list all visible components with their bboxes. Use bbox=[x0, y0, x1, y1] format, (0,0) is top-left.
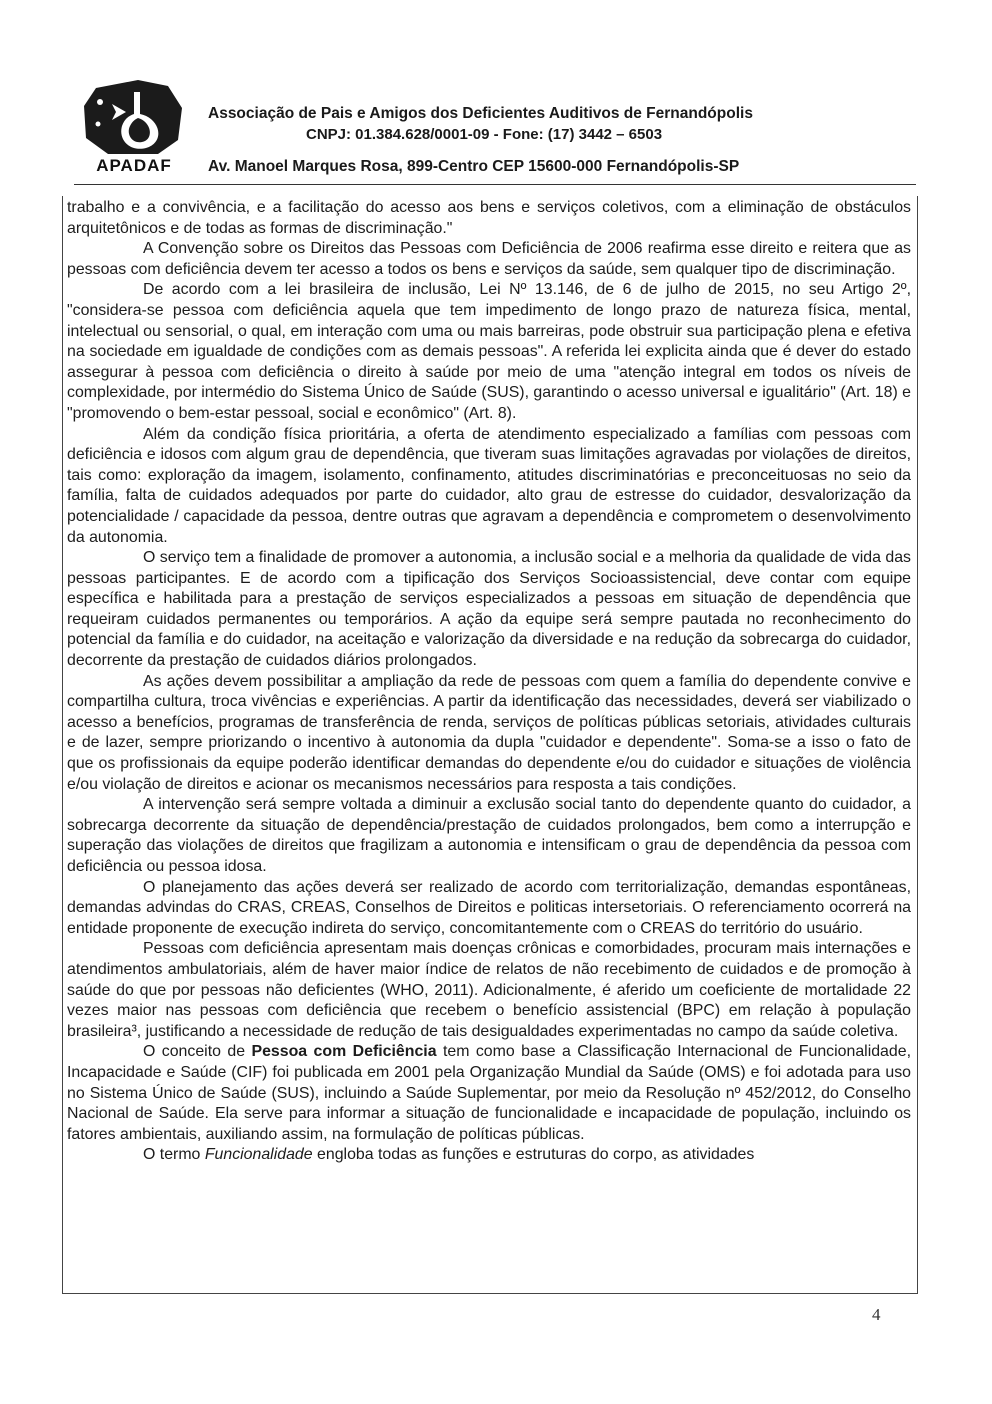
address: Av. Manoel Marques Rosa, 899-Centro CEP 15600-000 Fernandópolis-SP bbox=[208, 158, 740, 175]
paragraph: O serviço tem a finalidade de promover a autonomia, a inclusão social e a melhoria da qualidade de vida das pessoas participantes. E de acordo com a tipificação dos Serviços Socioassistencial, deve contar com equipe específica e habilitada para a prestação de serviços especializados a pessoas em situação de dependência que requeiram cuidados permanentes ou temporários. A ação da equipe será sempre pautada no reconhecimento do potencial da família e do cuidador, na aceitação e valorização da diversidade e na redução da sobrecarga do cuidador, decorrente da prestação de cuidados diários prolongados. bbox=[67, 549, 911, 670]
paragraph: Além da condição física prioritária, a oferta de atendimento especializado a famílias com pessoas com deficiência e idosos com algum grau de dependência, que tiveram suas limitações agravadas por violações de direitos, tais como: exploração da imagem, isolamento, confinamento, atitudes discriminatórias e preconceituosas no seio da família, falta de cuidados adequados por parte do cuidador, alto grau de estresse do cuidador, desvalorização da potencialidade / capacidade da pessoa, dentre outras que agravam a dependência e comprometem o desenvolvimento da autonomia. bbox=[67, 425, 911, 546]
paragraph-term: O termo Funcionalidade engloba todas as funções e estruturas do corpo, as atividades bbox=[143, 1146, 755, 1164]
paragraph: De acordo com a lei brasileira de inclusão, Lei Nº 13.146, de 6 de julho de 2015, no seu Artigo 2º, "considera-se pessoa com deficiência aquela que tem impedimento de longo prazo de natureza física, mental, intelectual ou sensorial, o qual, em interação com uma ou mais barreiras, pode obstruir sua participação plena e efetiva na sociedade em igualdade de condições com as demais pessoas". A referida lei explicita ainda que é dever do estado assegurar à pessoa com deficiência o direito à saúde por meio de uma "atenção integral em todos os níveis de complexidade, por intermédio do Sistema Único de Saúde (SUS), garantindo o acesso universal e igualitário" (Art. 18) e "promovendo o bem-estar pessoal, social e econômico" (Art. 8). bbox=[67, 281, 911, 422]
page-number: 4 bbox=[872, 1305, 881, 1324]
paragraph: As ações devem possibilitar a ampliação da rede de pessoas com quem a família do dependente convive e compartilha cultura, troca vivências e experiências. A partir da identificação das necessidades, deverá ser viabilizado o acesso a benefícios, programas de transferência de renda, serviços de políticas públicas setoriais, atividades culturais e de lazer, sempre priorizando o incentivo à autonomia da dupla "cuidador e dependente". Soma-se a isso o fato de que os profissionais da equipe poderão identificar demandas do dependente e/ou do cuidador e situações de violência e/ou violação de direitos e acionar os mecanismos necessários para resposta a tais condições. bbox=[67, 672, 911, 793]
logo-wordmark: APADAF bbox=[96, 156, 172, 175]
italic-term: Funcionalidade bbox=[204, 1146, 313, 1164]
header-divider bbox=[74, 184, 916, 185]
document-body bbox=[67, 198, 911, 1166]
paragraph-concept: O conceito de Pessoa com Deficiência tem como base a Classificação Internacional de Funcionalidade, Incapacidade e Saúde (CIF) foi publicada em 2001 pela Organização Mundial da Saúde (OMS) e foi adotada para uso no Sistema Único de Saúde (SUS), incluindo a Saúde Suplementar, por meio da Resolução nº 452/2012, do Conselho Nacional de Saúde. Ela serve para informar a situação de funcionalidade e incapacidade de população, incluindo os fatores ambientais, auxiliando assim, na formulação de políticas públicas. bbox=[67, 1043, 911, 1143]
bold-term: Pessoa com Deficiência bbox=[251, 1043, 437, 1061]
paragraph: A Convenção sobre os Direitos das Pessoas com Deficiência de 2006 reafirma esse direito e reitera que as pessoas com deficiência devem ter acesso a todos os bens e serviços da saúde, sem qualquer tipo de discriminação. bbox=[67, 240, 911, 278]
org-name: Associação de Pais e Amigos dos Deficientes Auditivos de Fernandópolis bbox=[208, 105, 753, 122]
paragraph: Pessoas com deficiência apresentam mais doenças crônicas e comorbidades, procuram mais internações e atendimentos ambulatoriais, além de haver maior índice de relatos de não recebimento de cuidados e de promoção à saúde do que por pessoas não deficientes (WHO, 2011). Adicionalmente, é aferido um coeficiente de mortalidade 22 vezes maior nas pessoas com deficiência que recebem o benefício assistencial (BPC) em relação à população brasileira³, justificando a necessidade de redução de tais desigualdades experimentadas no campo da saúde coletiva. bbox=[67, 940, 911, 1040]
apadaf-ear-logo-icon bbox=[78, 78, 188, 158]
logo bbox=[78, 78, 188, 186]
letterhead bbox=[74, 78, 914, 186]
paragraph: A intervenção será sempre voltada a diminuir a exclusão social tanto do dependente quanto do cuidador, a sobrecarga decorrente da situação de dependência/prestação de cuidados prolongados, bem como a interrupção e superação das violações de direitos que fragilizam a autonomia e intensificam o grau de dependência da pessoa com deficiência ou pessoa idosa. bbox=[67, 796, 911, 875]
text-frame bbox=[62, 196, 918, 1294]
cnpj-phone: CNPJ: 01.384.628/0001-09 - Fone: (17) 3442 – 6503 bbox=[306, 126, 663, 143]
paragraph: O planejamento das ações deverá ser realizado de acordo com territorialização, demandas espontâneas, demandas advindas do CRAS, CREAS, Conselhos de Direitos e politicas intersetoriais. O referenciamento ocorrerá na entidade proponente de execução indireta do serviço, concomitantemente com o CREAS do território do usuário. bbox=[67, 878, 911, 937]
paragraph: trabalho e a convivência, e a facilitação do acesso aos bens e serviços coletivos, com a eliminação de obstáculos arquitetônicos e de todas as formas de discriminação." bbox=[67, 199, 911, 237]
